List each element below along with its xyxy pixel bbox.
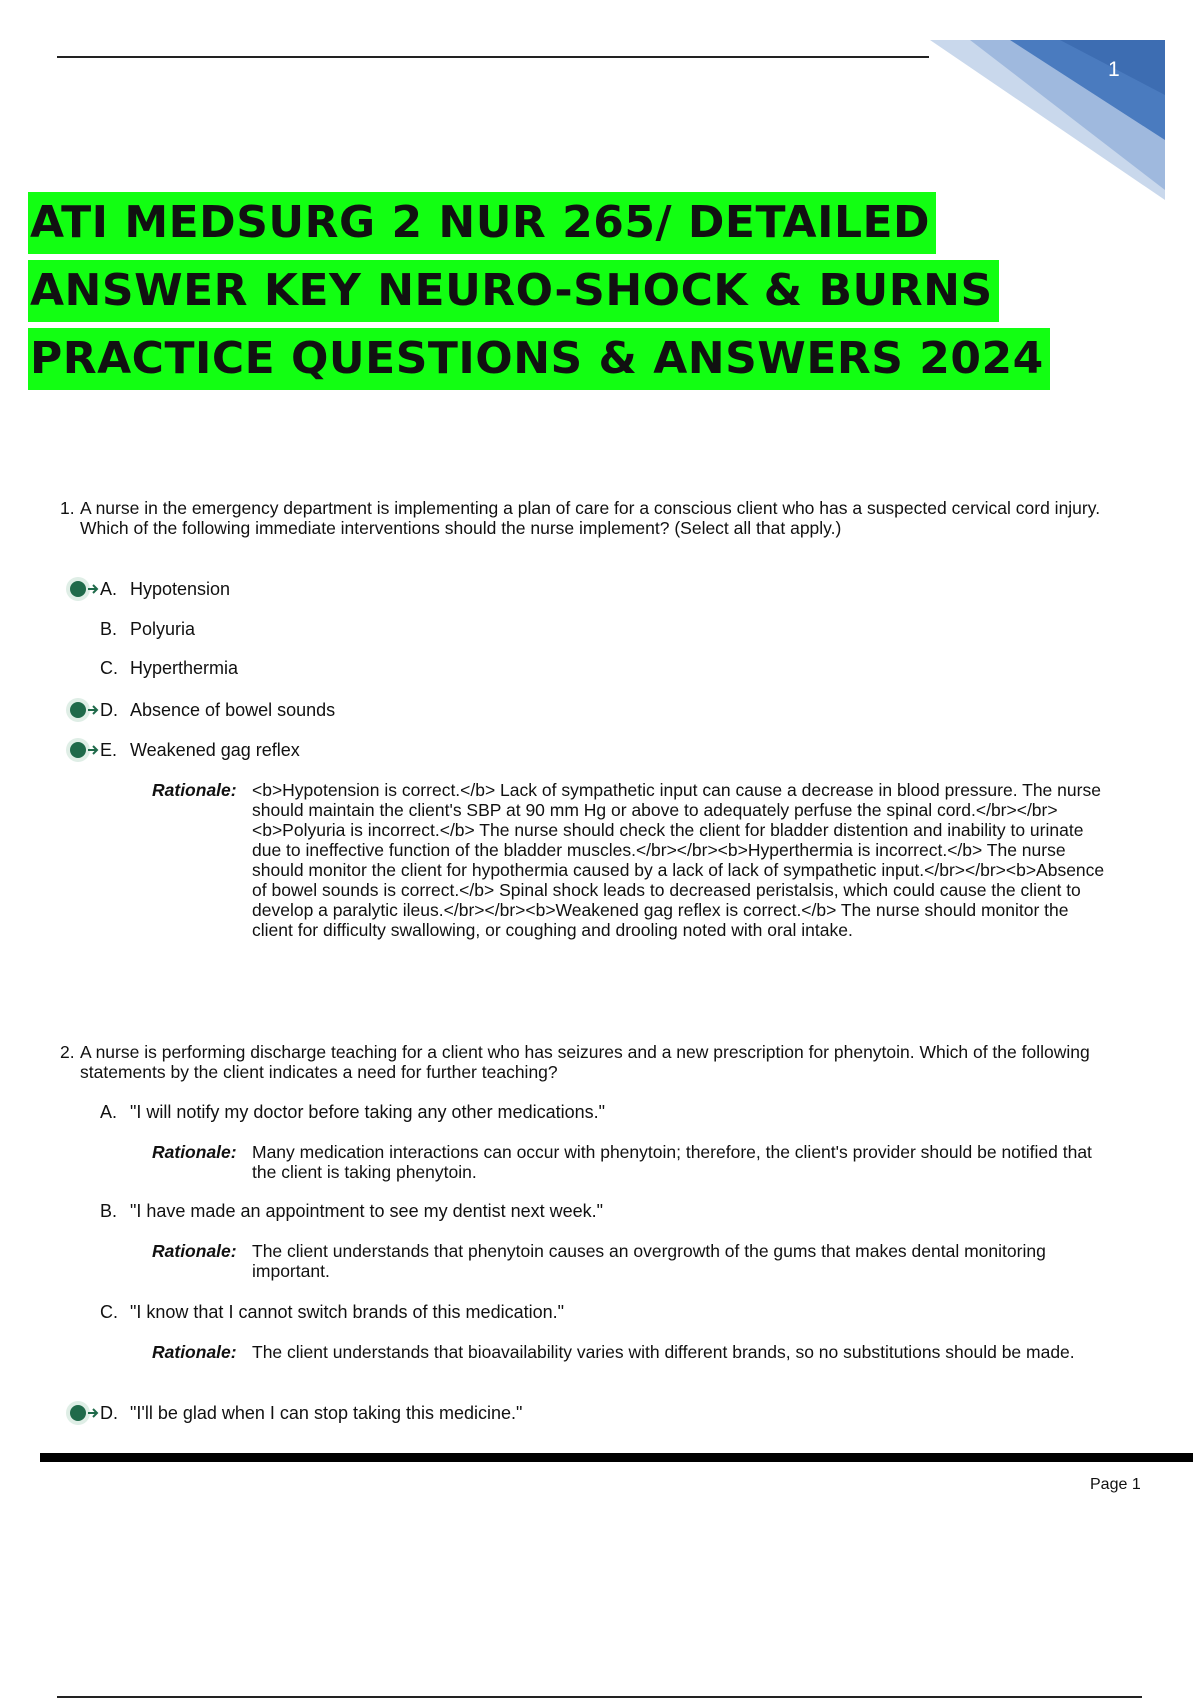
option-text: Absence of bowel sounds [130,700,336,720]
option-letter: B. [100,1201,118,1221]
option-letter: C. [100,658,118,678]
question-stem: A nurse in the emergency department is implementing a plan of care for a conscious client who has a suspected cervical cord injury. Which of the following immediate interventions should the nurse implement? (Select all that apply.) [80,498,1101,538]
option-b[interactable] [100,1200,603,1222]
option-text: Weakened gag reflex [130,740,300,760]
question-number: 2. [60,1042,75,1062]
correct-answer-icon [64,695,100,725]
rationale-label: Rationale: [152,1241,237,1261]
option-letter: C. [100,1302,118,1322]
rationale-label: Rationale: [152,1342,237,1362]
option-text: Polyuria [130,619,196,639]
option-letter: D. [100,1403,118,1423]
option-d[interactable] [100,1402,522,1424]
document-title [28,192,1050,396]
option-a[interactable] [100,578,230,600]
rationale-label: Rationale: [152,780,237,800]
rationale-label: Rationale: [152,1142,237,1162]
rationale-q2-c [152,1342,1112,1362]
correct-answer-icon [64,735,100,765]
option-letter: B. [100,619,118,639]
question-2 [60,1042,1110,1082]
option-text: "I will notify my doctor before taking any other medications." [130,1102,605,1122]
correct-answer-icon [64,574,100,604]
rationale-q2-a [152,1142,1112,1182]
option-letter: A. [100,1102,118,1122]
rationale-q1 [152,780,1112,940]
page-number: 1 [1108,58,1120,81]
rationale-text: The client understands that phenytoin causes an overgrowth of the gums that makes dental monitoring important. [252,1241,1046,1281]
option-text: "I know that I cannot switch brands of this medication." [130,1302,564,1322]
bottom-rule [57,1696,1142,1698]
option-letter: D. [100,700,118,720]
option-text: Hypotension [130,579,231,599]
option-text: Hyperthermia [130,658,239,678]
corner-decoration [930,40,1165,200]
footer-rule [40,1453,1193,1462]
rationale-text: Many medication interactions can occur with phenytoin; therefore, the client's provider should be notified that the client is taking phenytoin. [252,1142,1092,1182]
page-footer: Page 1 [1090,1476,1141,1493]
option-b[interactable] [100,618,195,640]
option-d[interactable] [100,699,335,721]
rationale-q2-b [152,1241,1112,1281]
question-number: 1. [60,498,75,518]
option-text: "I have made an appointment to see my dentist next week." [130,1201,604,1221]
title-line: ATI MEDSURG 2 NUR 265/ DETAILED [28,192,936,254]
option-a[interactable] [100,1101,605,1123]
correct-answer-icon [64,1398,100,1428]
option-text: "I'll be glad when I can stop taking this medicine." [130,1403,523,1423]
question-stem: A nurse is performing discharge teaching for a client who has seizures and a new prescription for phenytoin. Which of the following statements by the client indicates a need for further teaching? [80,1042,1090,1082]
rationale-text: The client understands that bioavailability varies with different brands, so no substitutions should be made. [252,1342,1075,1362]
option-letter: A. [100,579,118,599]
option-letter: E. [100,740,118,760]
option-e[interactable] [100,739,300,761]
option-c[interactable] [100,1301,564,1323]
option-c[interactable] [100,657,238,679]
header-rule [57,56,929,58]
rationale-text: <b>Hypotension is correct.</b> Lack of sympathetic input can cause a decrease in blood pressure. The nurse should maintain the client's SBP at 90 mm Hg or above to adequately perfuse the spinal cord.</br></br><b>Polyuria is incorrect.</b> The nurse should check the client for bladder distention and inability to urinate due to ineffective function of the bladder muscles.</br></br><b>Hyperthermia is incorrect.</b> The nurse should monitor the client for hypothermia caused by a lack of lack of sympathetic input.</br></br><b>Absence of bowel sounds is correct.</b> Spinal shock leads to decreased peristalsis, which could cause the client to develop a paralytic ileus.</br></br><b>Weakened gag reflex is correct.</b> The nurse should monitor the client for difficulty swallowing, or coughing and drooling noted with oral intake. [252,780,1105,940]
title-line: PRACTICE QUESTIONS & ANSWERS 2024 [28,328,1050,390]
question-1 [60,498,1110,538]
title-line: ANSWER KEY NEURO-SHOCK & BURNS [28,260,999,322]
